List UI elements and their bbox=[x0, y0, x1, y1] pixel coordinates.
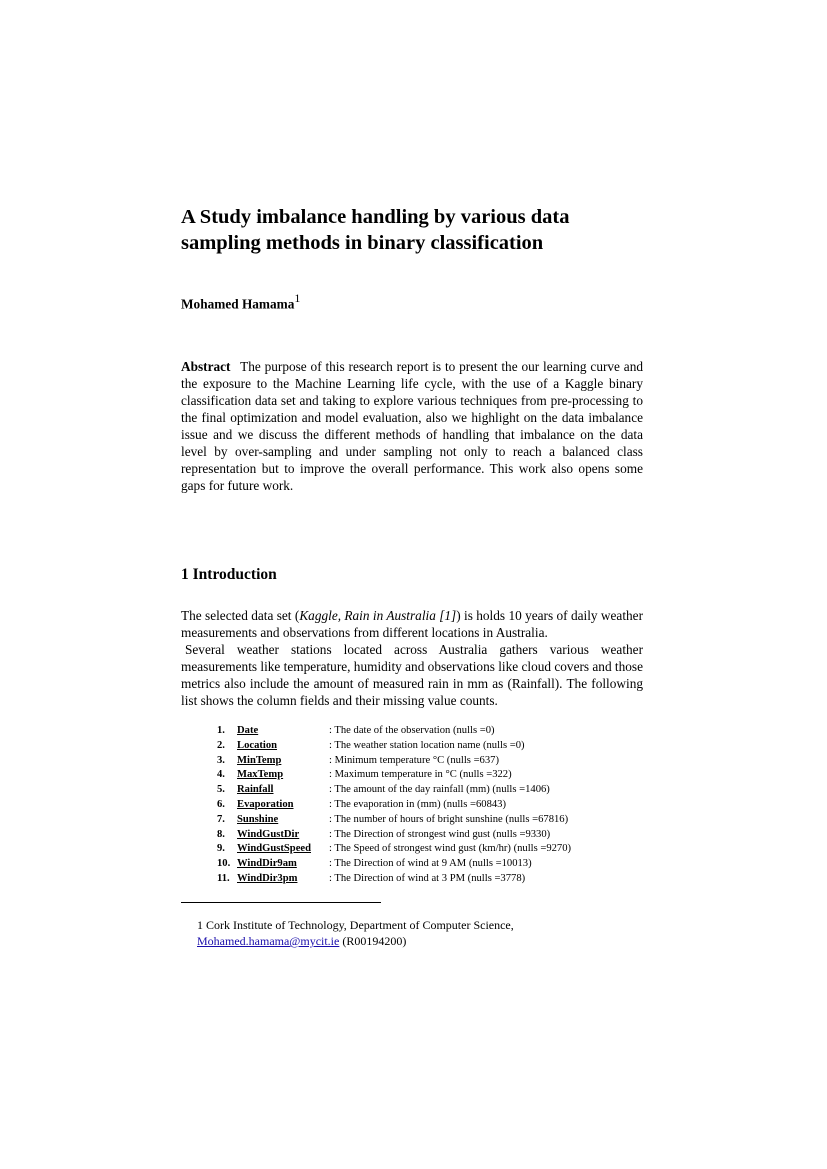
field-number bbox=[212, 724, 237, 739]
field-name: WindDir9am bbox=[237, 858, 297, 870]
field-description: : The Speed of strongest wind gust (km/hr) (nulls =9270) bbox=[329, 843, 572, 855]
field-number bbox=[212, 828, 237, 843]
intro-text-after-citation: ) is holds 10 years of daily weather measurements and observations from different locations in Australia. bbox=[181, 608, 644, 640]
introduction-paragraph-1 bbox=[181, 607, 643, 641]
author-email-link[interactable]: Mohamed.hamama@mycit.ie bbox=[197, 934, 340, 948]
field-number-text: 4. bbox=[217, 769, 225, 781]
field-description: : The evaporation in (mm) (nulls =60843) bbox=[329, 798, 507, 810]
field-row bbox=[212, 768, 571, 783]
field-row bbox=[212, 783, 571, 798]
field-name: MinTemp bbox=[237, 754, 282, 766]
footnote-divider bbox=[181, 902, 381, 903]
field-name: WindGustSpeed bbox=[237, 843, 311, 855]
field-row bbox=[212, 842, 571, 857]
field-row bbox=[212, 754, 571, 769]
field-number bbox=[212, 739, 237, 754]
student-id: (R00194200) bbox=[339, 934, 407, 948]
field-name: MaxTemp bbox=[237, 769, 284, 781]
field-description: : The amount of the day rainfall (mm) (nulls =1406) bbox=[329, 784, 550, 796]
field-number-text: 7. bbox=[217, 813, 225, 825]
field-description: : The Direction of strongest wind gust (nulls =9330) bbox=[329, 828, 551, 840]
author-line bbox=[181, 292, 300, 312]
intro-text-before-citation: The selected data set ( bbox=[181, 608, 300, 623]
field-row bbox=[212, 739, 571, 754]
field-description: : Minimum temperature °C (nulls =637) bbox=[329, 754, 499, 766]
field-number-text: 3. bbox=[217, 754, 225, 766]
field-number bbox=[212, 842, 237, 857]
field-description: : The number of hours of bright sunshine (nulls =67816) bbox=[329, 813, 569, 825]
column-fields-list bbox=[212, 724, 571, 887]
field-row bbox=[212, 813, 571, 828]
field-number-text: 9. bbox=[217, 843, 225, 855]
field-number-text: 2. bbox=[217, 739, 225, 751]
field-row bbox=[212, 857, 571, 872]
field-row bbox=[212, 872, 571, 887]
field-description: : The weather station location name (nulls =0) bbox=[329, 739, 525, 751]
abstract-text: The purpose of this research report is to present the our learning curve and the exposure to the Machine Learning life cycle, with the use of a Kaggle binary classification data set and taking to explore various techniques from pre-processing to the final optimization and model evaluation, also we highlight on the data imbalance issue and we discuss the different methods of handling that imbalance on the data level by over-sampling and under sampling not only to reach a balanced class representation but to improve the overall performance. This work also opens some gaps for future work. bbox=[181, 359, 643, 493]
introduction-paragraph-2: Several weather stations located across Australia gathers various weather measurements like temperature, humidity and observations like cloud covers and those metrics also include the amount of measured rain in mm as (Rainfall). The following list shows the column fields and their missing value counts. bbox=[181, 642, 643, 708]
field-number-text: 6. bbox=[217, 798, 225, 810]
field-number bbox=[212, 857, 237, 872]
paper-title: A Study imbalance handling by various data sampling methods in binary classification bbox=[181, 206, 570, 254]
field-description: : The date of the observation (nulls =0) bbox=[329, 725, 495, 736]
field-number bbox=[212, 768, 237, 783]
field-number-text: 10. bbox=[217, 858, 231, 870]
field-number-text: 11. bbox=[217, 872, 230, 884]
field-name: Location bbox=[237, 739, 278, 751]
field-name: Date bbox=[237, 725, 259, 736]
field-description: : The Direction of wind at 9 AM (nulls =10013) bbox=[329, 858, 532, 870]
field-description: : The Direction of wind at 3 PM (nulls =3778) bbox=[329, 872, 526, 884]
field-number bbox=[212, 798, 237, 813]
introduction-heading: 1 Introduction bbox=[181, 566, 277, 583]
dataset-citation: Kaggle, Rain in Australia [1] bbox=[299, 608, 457, 623]
field-number bbox=[212, 754, 237, 769]
field-row bbox=[212, 798, 571, 813]
footnote bbox=[197, 917, 514, 949]
footnote-affiliation: 1 Cork Institute of Technology, Department of Computer Science, bbox=[197, 918, 514, 932]
abstract-label: Abstract bbox=[181, 359, 231, 374]
field-number-text: 8. bbox=[217, 828, 225, 840]
field-number-text: 5. bbox=[217, 784, 225, 796]
field-name: WindDir3pm bbox=[237, 872, 298, 884]
field-name: Rainfall bbox=[237, 784, 274, 796]
field-number bbox=[212, 783, 237, 798]
field-number bbox=[212, 813, 237, 828]
field-row bbox=[212, 828, 571, 843]
field-number bbox=[212, 872, 237, 887]
field-number-text: 1. bbox=[217, 725, 225, 736]
field-name: WindGustDir bbox=[237, 828, 300, 840]
field-name: Sunshine bbox=[237, 813, 279, 825]
field-row bbox=[212, 724, 571, 739]
field-description: : Maximum temperature in °C (nulls =322) bbox=[329, 769, 512, 781]
author-footnote-mark: 1 bbox=[294, 291, 301, 305]
abstract bbox=[181, 358, 643, 494]
field-name: Evaporation bbox=[237, 798, 294, 810]
author-name: Mohamed Hamama bbox=[181, 296, 295, 312]
